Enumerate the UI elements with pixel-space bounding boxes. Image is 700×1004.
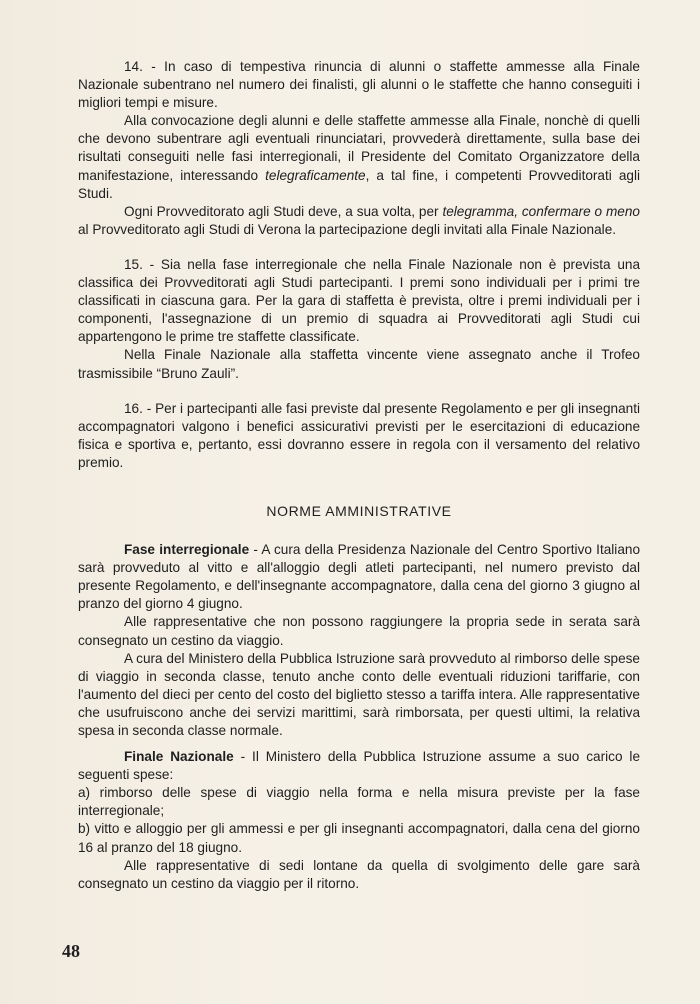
paragraph-14-b-text-end: , a tal fine, i competenti Provveditorati agli Studi. [78, 167, 640, 201]
paragraph-14-c [78, 203, 640, 239]
paragraph-15-a: 15. - Sia nella fase interregionale che nella Finale Nazionale non è prevista una classifica dei Provveditorati agli Studi partecipanti. I premi sono individuali per i primi tre classificati in ciascuna gara. Per la gara di staffetta è prevista, oltre i premi individuali per i componenti, l'assegnazione di un premio di squadra ai Provveditorati agli Studi cui appartengono le prime tre staffette classificate. [78, 256, 640, 345]
section-heading: NORME AMMINISTRATIVE [266, 502, 452, 519]
list-item-b: b) vitto e alloggio per gli ammessi e per gli insegnanti accompagnatori, dalla cena del giorno 16 al pranzo del 18 giugno. [78, 821, 640, 855]
paragraph-14-b-text: Alla convocazione degli alunni e delle staffette ammesse alla Finale, nonchè di quelli che devono subentrare agli eventuali rinunciatari, provvederà direttamente, sulla base dei risultati conseguiti nelle fasi interregionali, il Presidente del Comitato Organizzatore della manifestazione, interessando [78, 113, 640, 183]
rimborso-paragraph: A cura del Ministero della Pubblica Istruzione sarà provveduto al rimborso delle spese di viaggio in seconda classe, tenuto anche conto delle eventuali riduzioni tariffarie, con l'aumento del dieci per cento del costo del biglietto stesso a tariffa intera. Alle rappresentative che usufruiscono anche dei servizi marittimi, sarà rimborsata, per questi ultimi, la relativa spesa in seconda classe normale. [78, 650, 640, 738]
final-paragraph: Alle rappresentative di sedi lontane da quella di svolgimento delle gare sarà consegnato un cestino da viaggio per il ritorno. [78, 857, 640, 891]
paragraph-14-b-emphasis: telegraficamente [265, 167, 366, 183]
paragraph-14-a: 14. - In caso di tempestiva rinuncia di alunni o staffette ammesse alla Finale Nazionale subentrano nel numero dei finalisti, gli alunni o le staffette che hanno conseguiti i migliori tempi e misure. [78, 59, 640, 111]
cestino-paragraph: Alle rappresentative che non possono raggiungere la propria sede in serata sarà consegnato un cestino da viaggio. [78, 614, 640, 648]
fase-interregionale-paragraph [78, 541, 640, 613]
paragraph-14-b [78, 112, 640, 202]
page-number: 48 [62, 941, 80, 961]
finale-nazionale-paragraph [78, 748, 640, 784]
fase-interregionale-label: Fase interregionale [124, 542, 250, 558]
body-text [78, 58, 640, 893]
paragraph-15-b: Nella Finale Nazionale alla staffetta vincente viene assegnato anche il Trofeo trasmissibile “Bruno Zauli”. [78, 347, 640, 381]
paragraph-16: 16. - Per i partecipanti alle fasi previste dal presente Regolamento e per gli insegnanti accompagnatori valgono i benefici assicurativi previsti per le esercitazioni di educazione fisica e sportiva e, pertanto, essi dovranno essere in regola con il versamento del relativo premio. [78, 400, 640, 470]
paragraph-14-c-text-end: al Provveditorato agli Studi di Verona la partecipazione degli invitati alla Finale Nazionale. [78, 221, 617, 237]
paragraph-14-c-emphasis: telegramma, confermare o meno [442, 203, 640, 219]
paragraph-14-c-text: Ogni Provveditorato agli Studi deve, a sua volta, per [124, 203, 443, 219]
finale-nazionale-label: Finale Nazionale [124, 749, 234, 765]
fase-interregionale-text: - A cura della Presidenza Nazionale del Centro Sportivo Italiano sarà provveduto al vitto e all'alloggio degli atleti partecipanti, nel numero previsto dal presente Regolamento, e dell'insegnante accompagnatore, dalla cena del giorno 3 giugno al pranzo del giorno 4 giugno. [78, 542, 641, 612]
list-item-a: a) rimborso delle spese di viaggio nella forma e nella misura previste per la fase interregionale; [78, 785, 640, 819]
finale-nazionale-text: - Il Ministero della Pubblica Istruzione assume a suo carico le seguenti spese: [78, 749, 641, 783]
